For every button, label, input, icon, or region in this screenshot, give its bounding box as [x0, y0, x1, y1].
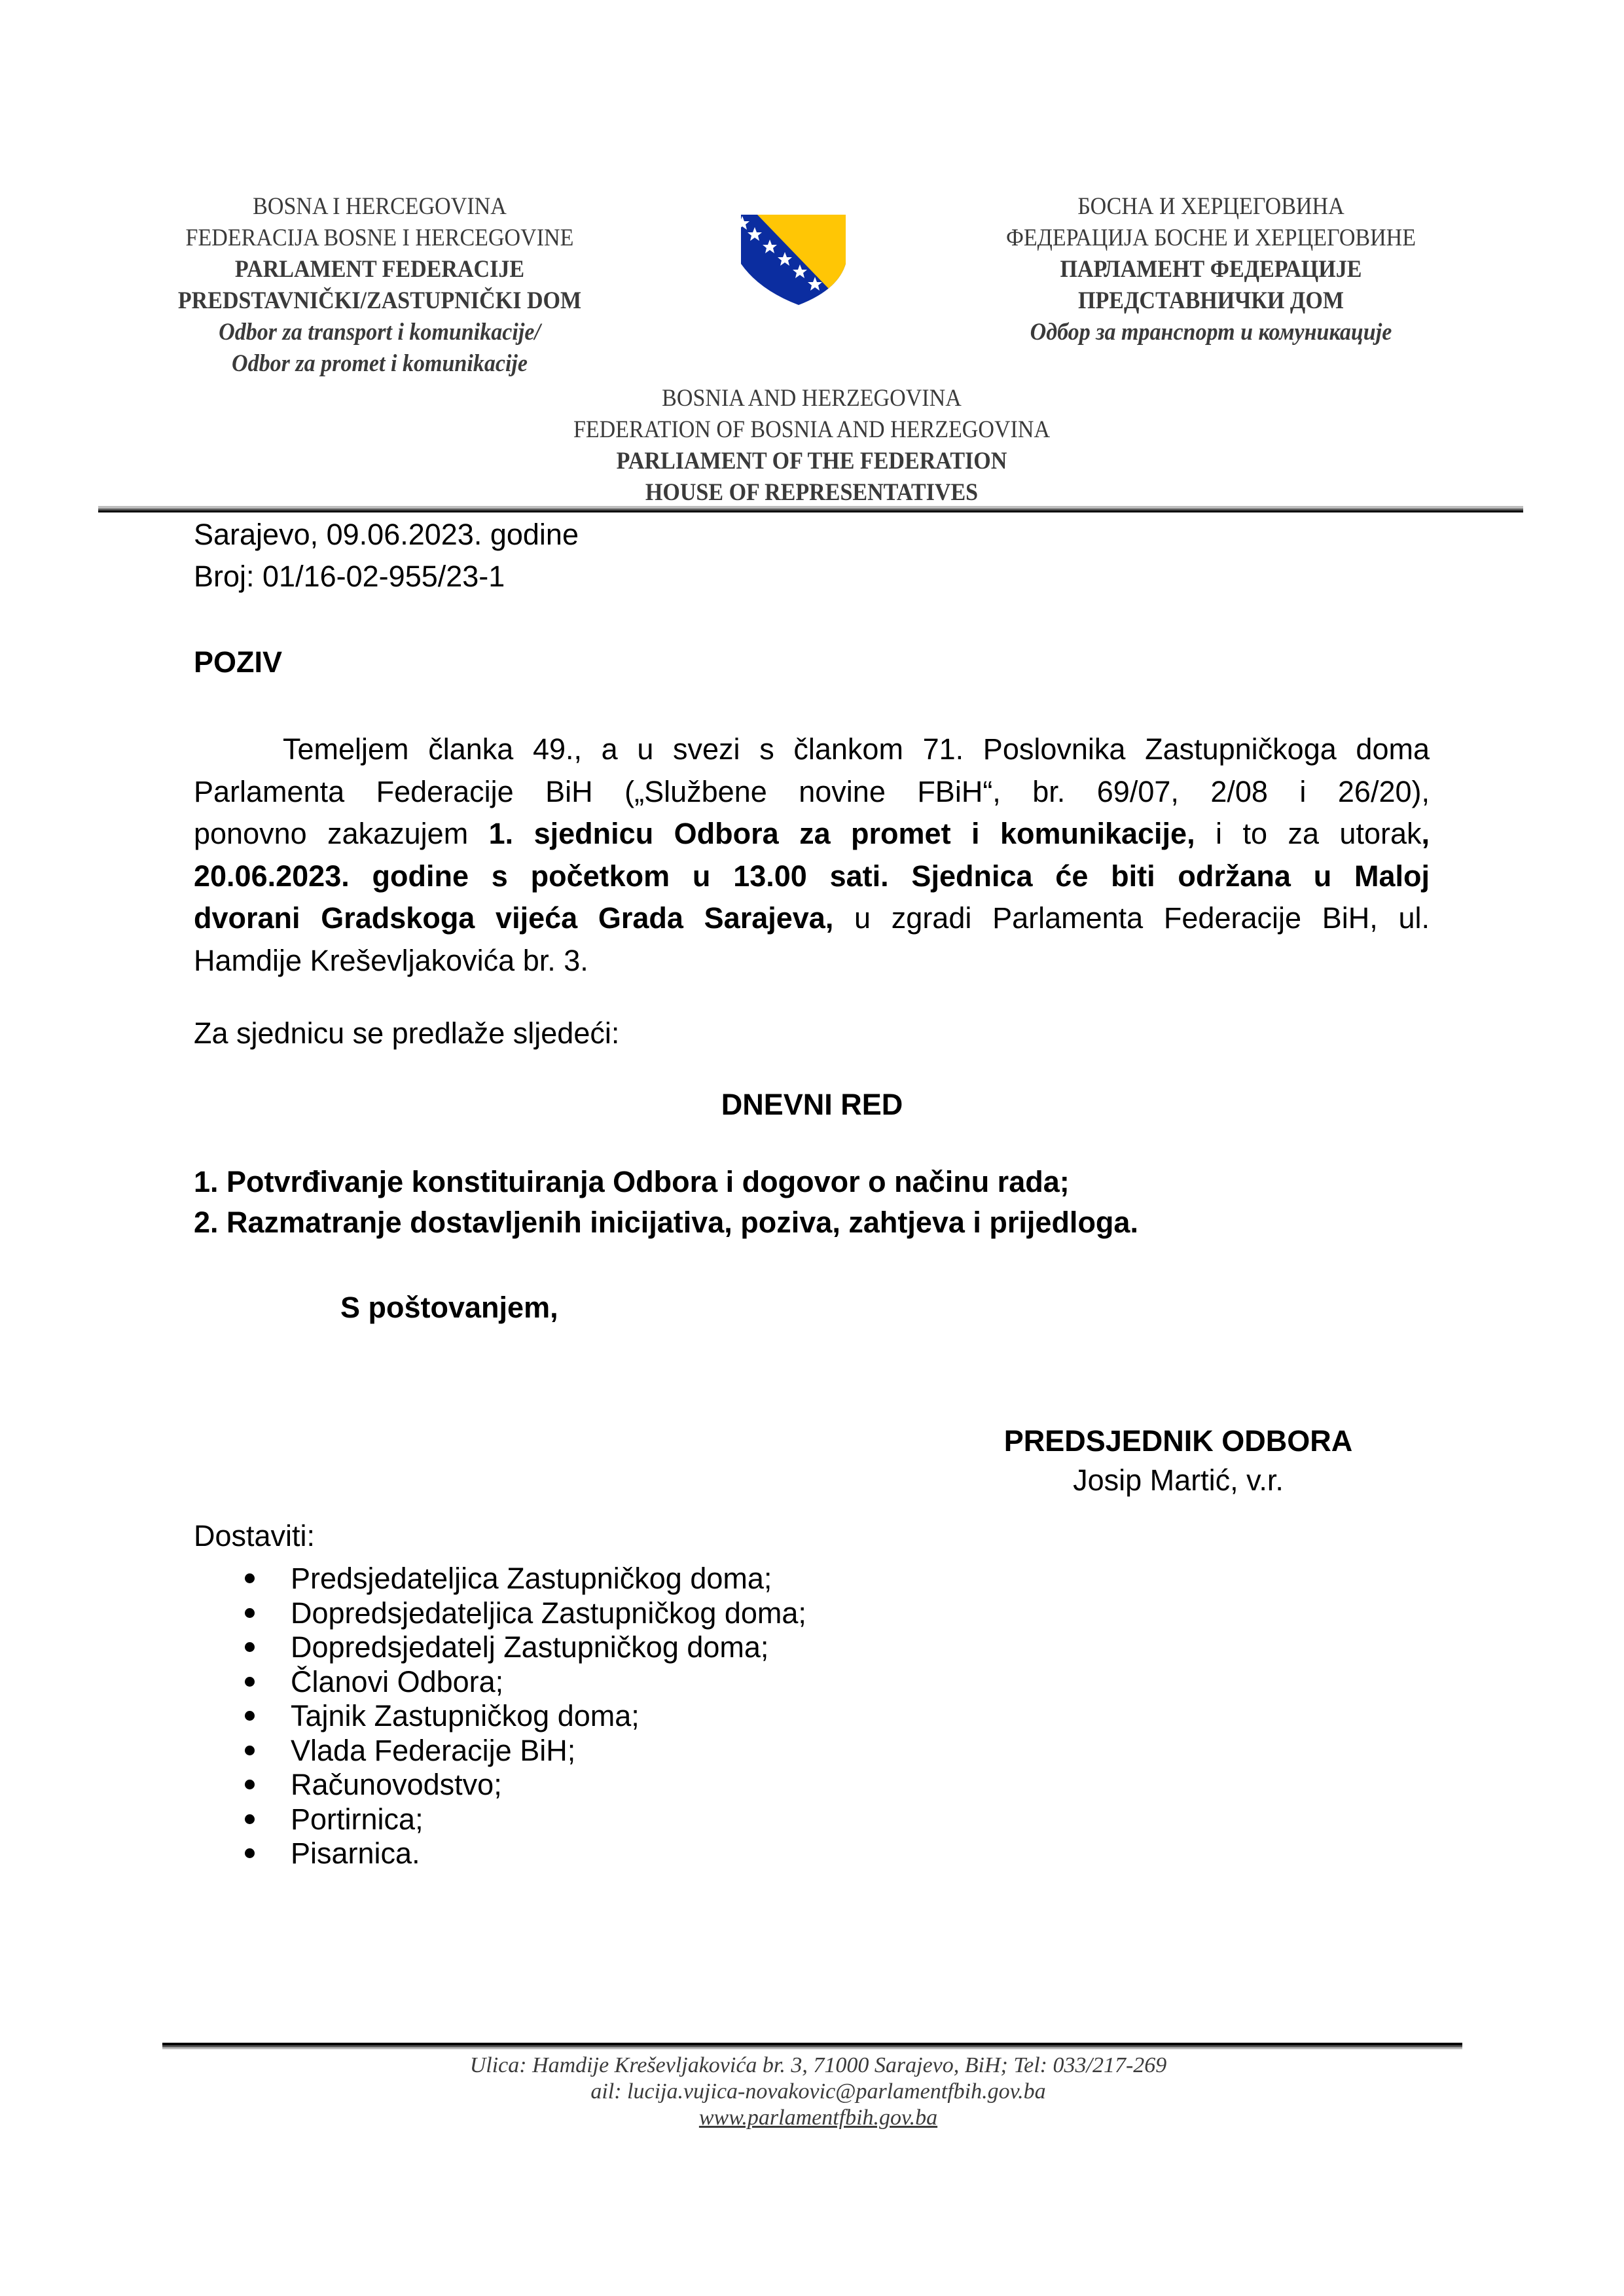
bullet-icon [245, 1746, 255, 1755]
letterhead-country-sr: БОСНА И ХЕРЦЕГОВИНА [1077, 193, 1344, 220]
footer-divider [162, 2043, 1462, 2049]
distribution-item [245, 1596, 806, 1631]
body-line-5 [194, 897, 1430, 940]
bullet-icon [245, 1608, 255, 1618]
coat-of-arms-icon [733, 192, 851, 310]
distribution-item-label: Članovi Odbora; [291, 1664, 504, 1698]
closing-salutation: S poštovanjem, [340, 1291, 558, 1324]
session-venue: dvorani Gradskoga vijeća Grada Sarajeva, [194, 901, 834, 935]
letterhead-federation-bs: FEDERACIJA BOSNE I HERCEGOVINE [185, 224, 574, 251]
session-name: 1. sjednicu Odbora za promet i komunikacije, [488, 817, 1195, 850]
bullet-icon [245, 1780, 255, 1789]
body-line-5-text: u zgradi Parlamenta Federacije BiH, ul. [833, 901, 1430, 935]
distribution-item-label: Predsjedateljica Zastupničkog doma; [291, 1562, 772, 1595]
letterhead-committee-bs: Odbor za transport i komunikacije/ [219, 319, 541, 346]
place-date: Sarajevo, 09.06.2023. godine [194, 518, 579, 551]
agenda-title: DNEVNI RED [721, 1088, 903, 1121]
footer-email: ail: lucija.vujica-novakovic@parlamentfbih.gov.ba [590, 2079, 1046, 2104]
signature-title: PREDSJEDNIK ODBORA [1003, 1424, 1353, 1458]
distribution-item [245, 1768, 806, 1803]
letterhead-parliament-en: PARLIAMENT OF THE FEDERATION [616, 448, 1007, 475]
body-line-1: Temeljem članka 49., a u svezi s člankom 71. Poslovnika Zastupničkoga doma [283, 732, 1430, 766]
session-datetime: 20.06.2023. godine s početkom u 13.00 sati. Sjednica će biti održana u Maloj [194, 859, 1430, 893]
bullet-icon [245, 1848, 255, 1858]
distribution-item [245, 1803, 806, 1837]
footer-address: Ulica: Hamdije Kreševljakovića br. 3, 71000 Sarajevo, BiH; Tel: 033/217-269 [469, 2053, 1167, 2077]
letterhead-country-bs: BOSNA I HERCEGOVINA [253, 193, 507, 220]
letterhead-country-en: BOSNIA AND HERZEGOVINA [662, 385, 962, 412]
letterhead-left [109, 191, 651, 380]
distribution-item [245, 1699, 806, 1734]
letterhead-house-en: HOUSE OF REPRESENTATIVES [645, 479, 979, 506]
document-title: POZIV [194, 645, 283, 679]
body-paragraph [194, 728, 1430, 982]
letterhead-center [456, 383, 1167, 509]
body-line-3 [194, 813, 1430, 855]
bullet-icon [245, 1814, 255, 1824]
bullet-icon [245, 1573, 255, 1583]
agenda-item: 2. Razmatranje dostavljenih inicijativa, poziva, zahtjeva i prijedloga. [194, 1206, 1138, 1239]
letterhead-committee-hr: Odbor za promet i komunikacije [231, 350, 528, 377]
agenda-list [194, 1162, 1138, 1243]
letterhead-parliament-bs: PARLAMENT FEDERACIJE [234, 256, 525, 283]
letterhead-right [940, 191, 1482, 348]
letterhead-house-sr: ПРЕДСТАВНИЧКИ ДОМ [1078, 287, 1344, 314]
agenda-item: 1. Potvrđivanje konstituiranja Odbora i dogovor o načinu rada; [194, 1165, 1070, 1198]
body-line-6: Hamdije Kreševljakovića br. 3. [194, 943, 588, 977]
header-divider [98, 506, 1523, 512]
bullet-icon [245, 1677, 255, 1687]
body-line-3-text: ponovno zakazujem [194, 817, 489, 850]
distribution-item-label: Pisarnica. [291, 1837, 420, 1870]
distribution-item [245, 1630, 806, 1665]
distribution-item-label: Računovodstvo; [291, 1768, 502, 1801]
letterhead-committee-sr: Одбор за транспорт и комуникације [1030, 319, 1392, 346]
distribution-item-label: Tajnik Zastupničkog doma; [291, 1699, 640, 1732]
body-line-3-comma: , [1421, 817, 1430, 850]
letterhead-house-bs: PREDSTAVNIČKI/ZASTUPNIČKI DOM [177, 287, 582, 314]
document-number: Broj: 01/16-02-955/23-1 [194, 560, 505, 593]
body-line-3-day: i to za utorak [1195, 817, 1422, 850]
distribution-item-label: Portirnica; [291, 1802, 424, 1836]
distribution-item [245, 1734, 806, 1768]
distribution-item [245, 1562, 806, 1596]
letterhead-federation-sr: ФЕДЕРАЦИЈА БОСНЕ И ХЕРЦЕГОВИНЕ [1005, 224, 1416, 251]
distribution-label: Dostaviti: [194, 1519, 316, 1552]
bullet-icon [245, 1642, 255, 1652]
distribution-item [245, 1837, 806, 1871]
distribution-item-label: Dopredsjedateljica Zastupničkog doma; [291, 1596, 806, 1630]
bullet-icon [245, 1711, 255, 1721]
distribution-item [245, 1665, 806, 1700]
distribution-item-label: Vlada Federacije BiH; [291, 1733, 576, 1767]
letterhead-federation-en: FEDERATION OF BOSNIA AND HERZEGOVINA [573, 416, 1051, 443]
footer-website-link[interactable]: www.parlamentfbih.gov.ba [698, 2106, 938, 2130]
proposal-intro: Za sjednicu se predlaže sljedeći: [194, 1016, 620, 1050]
distribution-item-label: Dopredsjedatelj Zastupničkog doma; [291, 1630, 769, 1664]
footer-website-wrap [131, 2105, 1506, 2131]
letterhead-parliament-sr: ПАРЛАМЕНТ ФЕДЕРАЦИЈЕ [1060, 256, 1362, 283]
body-line-2: Parlamenta Federacije BiH („Službene novine FBiH“, br. 69/07, 2/08 i 26/20), [194, 774, 1430, 808]
signature-name: Josip Martić, v.r. [1073, 1463, 1284, 1497]
distribution-list [245, 1562, 806, 1871]
